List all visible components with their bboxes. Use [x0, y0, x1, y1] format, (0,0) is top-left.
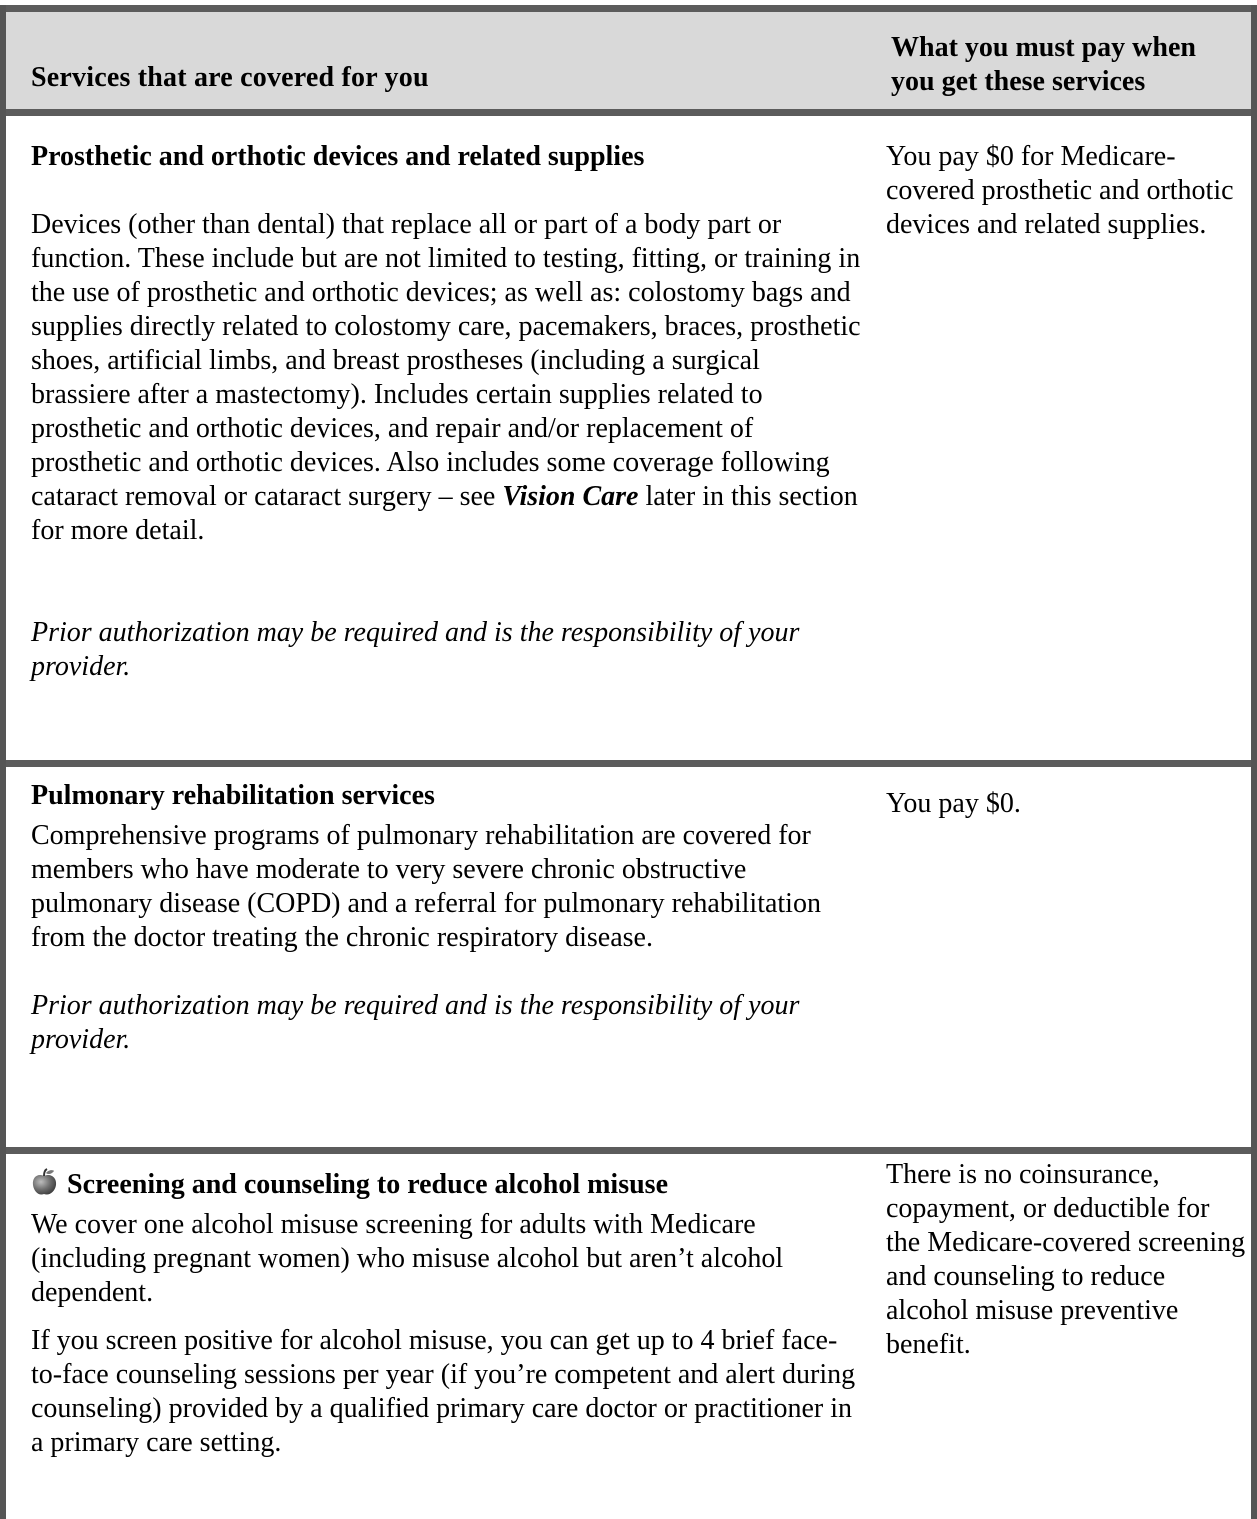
row-services-cell [31, 140, 861, 684]
prior-authorization-note: Prior authorization may be required and is the responsibility of your provider. [31, 617, 800, 682]
row-title: Pulmonary rehabilitation services [31, 780, 435, 811]
row-body: If you screen positive for alcohol misuse, you can get up to 4 brief face-to-face counseling sessions per year (if you’re competent and alert during counseling) provided by a qualified primary care doctor or practitioner in a primary care setting. [31, 1325, 856, 1458]
header-services-covered: Services that are covered for you [31, 62, 429, 93]
prior-authorization-note: Prior authorization may be required and is the responsibility of your provider. [31, 990, 800, 1055]
row-body-text: Devices (other than dental) that replace all or part of a body part or function. These include but are not limited to testing, fitting, or training in the use of prosthetic and orthotic devices; as well as: colostomy bags and supplies directly related to colostomy care, pacemakers, braces, prosthetic shoes, artificial limbs, and breast prostheses (including a surgical brassiere after a mastectomy). Includes certain supplies related to prosthetic and orthotic devices, and repair and/or replacement of prosthetic and orthotic devices. Also includes some coverage following cataract removal or cataract surgery – see [31, 209, 861, 512]
table-row-alcohol-screening [0, 1154, 1257, 1519]
right-border [1251, 5, 1257, 1519]
row-cost-cell: You pay $0 for Medicare-covered prosthetic and orthotic devices and related supplies. [886, 141, 1234, 240]
row-divider [0, 1147, 1257, 1154]
row-body [31, 208, 861, 548]
row-body-text-end: later in this section for more detail. [31, 481, 858, 546]
row-services-cell [31, 779, 861, 1057]
left-border [0, 5, 6, 1519]
table-row-prosthetic [0, 116, 1257, 764]
benefits-table [0, 5, 1257, 1519]
row-body: We cover one alcohol misuse screening for adults with Medicare (including pregnant women) who misuse alcohol but aren’t alcohol dependent. [31, 1209, 784, 1308]
header-what-you-pay: What you must pay when you get these services [891, 32, 1196, 97]
vision-care-reference: Vision Care [502, 481, 639, 512]
row-title [31, 1168, 861, 1202]
top-border [0, 5, 1257, 12]
table-row-pulmonary [0, 767, 1257, 1147]
row-cost-cell: You pay $0. [886, 788, 1021, 819]
table-header [0, 5, 1257, 116]
row-title-text: Screening and counseling to reduce alcohol misuse [67, 1169, 669, 1200]
apple-icon [31, 1168, 57, 1196]
header-divider [0, 109, 1257, 116]
row-cost-cell: There is no coinsurance, copayment, or deductible for the Medicare-covered screening and counseling to reduce alcohol misuse preventive benefit. [886, 1159, 1246, 1360]
row-body: Comprehensive programs of pulmonary rehabilitation are covered for members who have moderate to very severe chronic obstructive pulmonary disease (COPD) and a referral for pulmonary rehabilitation from the doctor treating the chronic respiratory disease. [31, 820, 821, 953]
row-title: Prosthetic and orthotic devices and related supplies [31, 141, 645, 172]
row-services-cell [31, 1168, 861, 1460]
row-divider [0, 760, 1257, 767]
